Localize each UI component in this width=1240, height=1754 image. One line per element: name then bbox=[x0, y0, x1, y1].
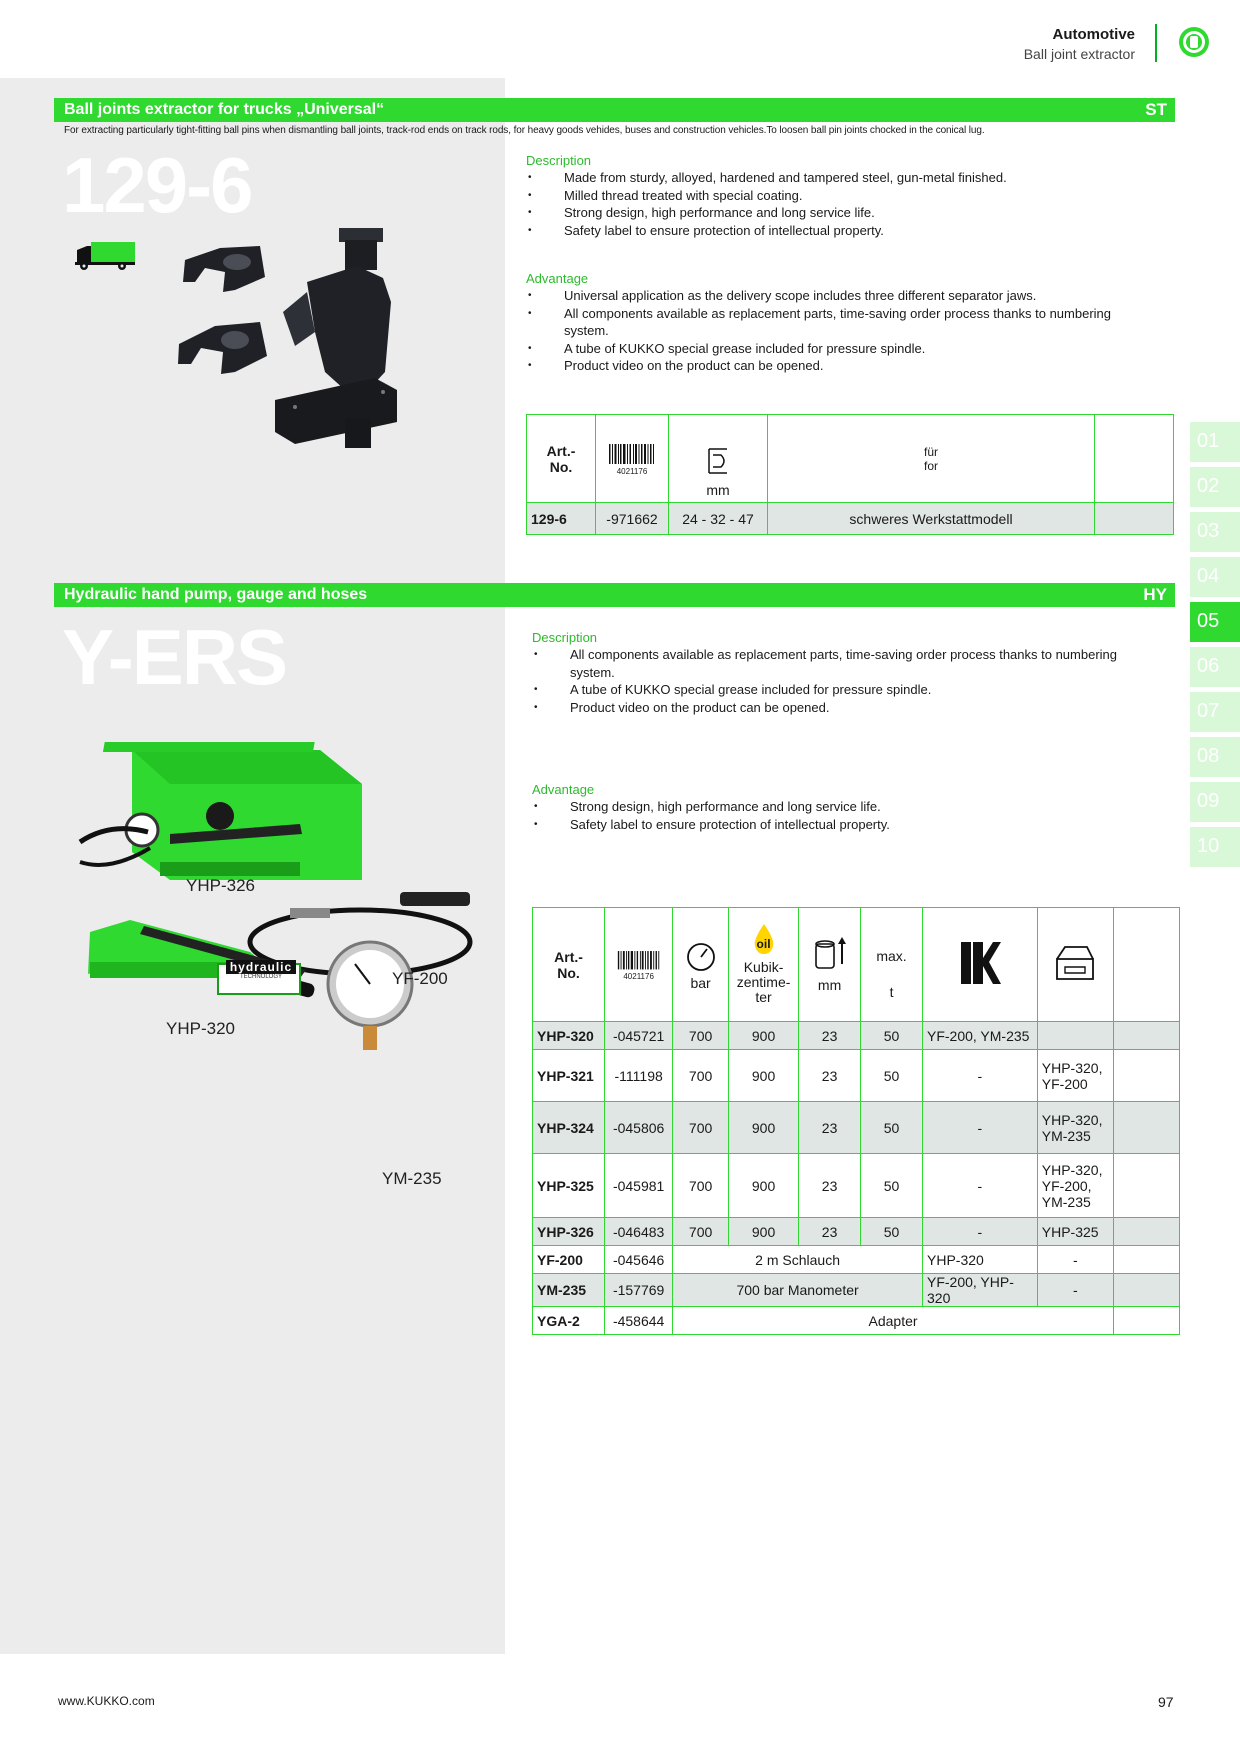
list-item: • A tube of KUKKO special grease included for pressure spindle. bbox=[532, 681, 1152, 699]
section2-advantage-heading: Advantage bbox=[532, 782, 595, 797]
hydraulic-kit-image bbox=[70, 712, 490, 1092]
section2-description-heading: Description bbox=[532, 630, 598, 645]
section1-description-heading: Description bbox=[526, 153, 592, 168]
section2-title-bar bbox=[54, 583, 1175, 607]
section1-advantage-heading: Advantage bbox=[526, 271, 589, 286]
list-item: • Strong design, high performance and long service life. bbox=[532, 798, 1152, 816]
section1-big-number: 129-6 bbox=[62, 141, 252, 229]
section2-code: HY bbox=[1143, 585, 1167, 604]
list-item: • All components available as replacement parts, time-saving order process thanks to numbering system. bbox=[526, 305, 1146, 340]
list-item: • Safety label to ensure protection of intellectual property. bbox=[532, 816, 1152, 834]
table-row: YHP-320 -045721 700 900 23 50 YF-200, YM-235 bbox=[533, 1022, 1180, 1050]
table-row: YHP-326 -046483 700 900 23 50 - YHP-325 bbox=[533, 1218, 1180, 1246]
header-barcode: 4021176 bbox=[596, 415, 669, 503]
section1-code: ST bbox=[1145, 100, 1167, 119]
kukko-logo-icon bbox=[1178, 26, 1210, 58]
chapter-tab[interactable]: 10 bbox=[1190, 827, 1240, 867]
table-row: 129-6 -971662 24 - 32 - 47 schweres Werkstattmodell bbox=[527, 503, 1174, 535]
table-row: YGA-2 -458644 Adapter bbox=[533, 1307, 1180, 1335]
chapter-tab[interactable]: 04 bbox=[1190, 557, 1240, 597]
page-number: 97 bbox=[1158, 1694, 1174, 1710]
chapter-tab[interactable]: 06 bbox=[1190, 647, 1240, 687]
section2-title: Hydraulic hand pump, gauge and hoses bbox=[64, 586, 368, 603]
list-item: • Product video on the product can be opened. bbox=[526, 357, 1146, 375]
header-art: Art.- No. bbox=[527, 415, 596, 503]
chapter-tab[interactable]: 08 bbox=[1190, 737, 1240, 777]
footer-url[interactable]: www.KUKKO.com bbox=[58, 1694, 155, 1708]
list-item: • Product video on the product can be opened. bbox=[532, 699, 1152, 717]
chapter-tab-active[interactable]: 05 bbox=[1190, 602, 1240, 642]
header-stroke: mm bbox=[799, 908, 861, 1022]
section2-description-list bbox=[532, 646, 1152, 716]
section1-intro: For extracting particularly tight-fitting ball pins when dismantling ball joints, track-rod ends on track rods, for heavy goods vehides, buses and construction vehicles.To loosen ball pin joints chocked in the conical lug. bbox=[64, 125, 985, 136]
header-oil-volume: oil Kubik- zentime- ter bbox=[729, 908, 799, 1022]
list-item: • Universal application as the delivery scope includes three different separator jaws. bbox=[526, 287, 1146, 305]
header-subcategory: Ball joint extractor bbox=[1023, 46, 1135, 62]
section2-advantage-list bbox=[532, 798, 1152, 833]
header-capacity: max. t bbox=[861, 908, 923, 1022]
chapter-tab[interactable]: 01 bbox=[1190, 422, 1240, 462]
list-item: • Made from sturdy, alloyed, hardened and tampered steel, gun-metal finished. bbox=[526, 169, 1146, 187]
list-item: • Milled thread treated with special coating. bbox=[526, 187, 1146, 205]
section1-description-list bbox=[526, 169, 1146, 239]
label-yhp-320: YHP-320 bbox=[166, 1019, 235, 1038]
section1-title-bar bbox=[54, 98, 1175, 122]
table-row: YHP-324 -045806 700 900 23 50 - YHP-320, YM-235 bbox=[533, 1102, 1180, 1154]
header-empty bbox=[1113, 908, 1179, 1022]
delivery-box-icon bbox=[1051, 943, 1099, 983]
table-row: YM-235 -157769 700 bar Manometer YF-200, YHP-320 - bbox=[533, 1274, 1180, 1307]
truck-icon bbox=[75, 240, 137, 270]
table-header-row bbox=[527, 415, 1174, 503]
header-art: Art.- No. bbox=[533, 908, 605, 1022]
header-compatible bbox=[923, 908, 1038, 1022]
jaw-opening-icon bbox=[703, 445, 733, 479]
cylinder-stroke-icon bbox=[810, 934, 850, 974]
section1-spec-table bbox=[526, 414, 1174, 535]
list-item: • Strong design, high performance and long service life. bbox=[526, 204, 1146, 222]
table-header-row bbox=[533, 908, 1180, 1022]
label-yhp-326: YHP-326 bbox=[186, 876, 255, 895]
table-row: YF-200 -045646 2 m Schlauch YHP-320 - bbox=[533, 1246, 1180, 1274]
list-item: • All components available as replacement parts, time-saving order process thanks to numbering system. bbox=[532, 646, 1152, 681]
ball-joint-extractor-image bbox=[175, 222, 410, 467]
table-row: YHP-321 -111198 700 900 23 50 - YHP-320, YF-200 bbox=[533, 1050, 1180, 1102]
header-empty bbox=[1095, 415, 1174, 503]
chapter-tab[interactable]: 07 bbox=[1190, 692, 1240, 732]
pressure-gauge-icon bbox=[686, 942, 716, 972]
header-category: Automotive bbox=[1052, 26, 1135, 43]
section1-advantage-list bbox=[526, 287, 1146, 375]
header-divider bbox=[1155, 24, 1157, 62]
label-ym-235: YM-235 bbox=[382, 1169, 442, 1188]
header-barcode: 4021176 bbox=[605, 908, 673, 1022]
hydraulic-technology-logo: hydraulic TECHNOLOGY bbox=[226, 960, 296, 980]
header-jaw-size: mm bbox=[669, 415, 768, 503]
table-row: YHP-325 -045981 700 900 23 50 - YHP-320, YF-200, YM-235 bbox=[533, 1154, 1180, 1218]
section2-big-text: Y-ERS bbox=[62, 613, 287, 701]
list-item: • Safety label to ensure protection of intellectual property. bbox=[526, 222, 1146, 240]
chapter-tab[interactable]: 09 bbox=[1190, 782, 1240, 822]
header-delivery-box bbox=[1037, 908, 1113, 1022]
kukko-component-icon bbox=[957, 940, 1003, 986]
header-pressure: bar bbox=[673, 908, 729, 1022]
section1-title: Ball joints extractor for trucks „Universal“ bbox=[64, 101, 385, 118]
section2-spec-table bbox=[532, 907, 1180, 1335]
header-for: für for bbox=[768, 415, 1095, 503]
list-item: • A tube of KUKKO special grease included for pressure spindle. bbox=[526, 340, 1146, 358]
label-yf-200: YF-200 bbox=[392, 969, 448, 988]
chapter-tab[interactable]: 02 bbox=[1190, 467, 1240, 507]
chapter-tab[interactable]: 03 bbox=[1190, 512, 1240, 552]
